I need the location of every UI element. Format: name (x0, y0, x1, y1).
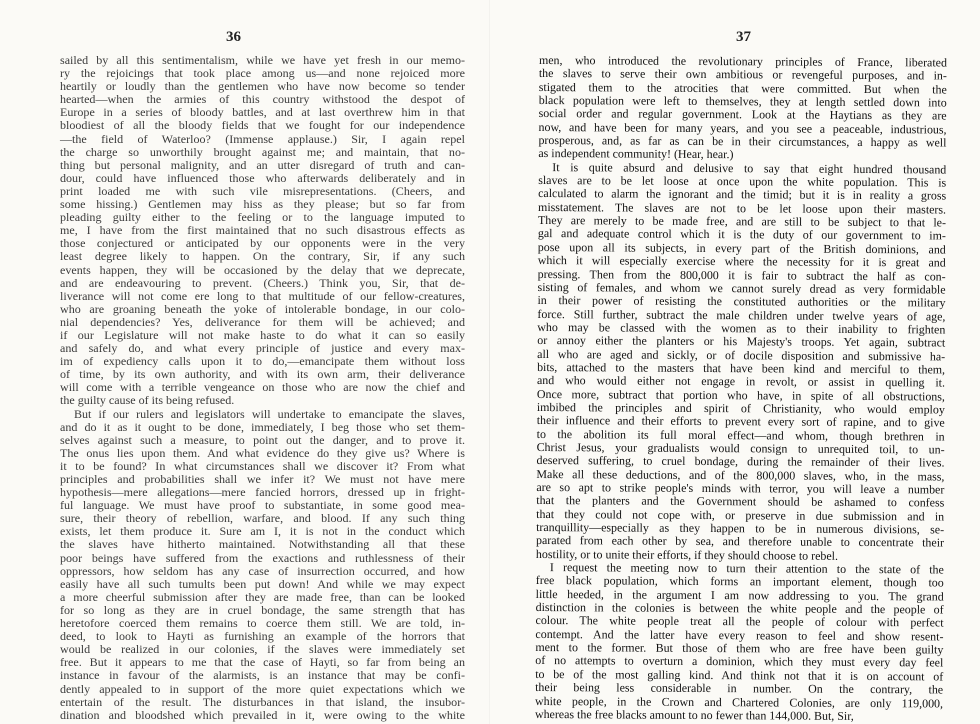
right-page (490, 0, 980, 724)
text-line: the slaves to serve their own ambitious or revengeful purposes, and in- (538, 66, 947, 83)
text-line: tranquillity—especially as they happen to be in numerous divisions, se- (536, 520, 945, 537)
text-line: those conjectured or anticipated by our opponents were in the very (60, 236, 465, 251)
text-line: ry the rejoicings that took place among us—and none rejoiced more (60, 66, 465, 81)
text-line: heartily or loudly than the gentlemen who have now become so tender (60, 79, 465, 94)
text-line: who may be classed with the women as to their inability to frighten (537, 319, 946, 337)
text-line: a more cheerful submission after they are made free, than can be looked (60, 589, 465, 604)
text-line: selves against such a measure, to point out the danger, and to prove it. (60, 432, 465, 447)
text-line: will come with a terrible vengeance on those who are now the chief and (60, 380, 465, 395)
text-line: pressing. Then from the 800,000 it is fair to subtract the half as con- (537, 266, 946, 283)
text-line: dently appealed to in support of the more quiet expectations which we (60, 681, 465, 696)
text-line: to the abolition its full moral effect—and whom, though brethren in (536, 426, 945, 444)
text-line: Make all these deductions, and of the 800,000 slaves, who, in the mass, (536, 466, 945, 484)
text-line: little heeded, in the argument I am now addressing to you. The grand (535, 586, 944, 604)
text-line: oppressors, how seldom has any case of insurrection occurred, and how (60, 563, 465, 578)
text-line: that they could not cope with, or preserve in due submission and in (536, 506, 945, 524)
text-line: and do it as it ought to be done, immediately, I beg those who set them- (60, 419, 465, 434)
text-line: im of expediency calls upon it to do,—emancipate them without loss (60, 354, 465, 369)
text-line: contempt. And the latter have every reason to feel and show resent- (535, 626, 944, 644)
text-line: to be of the most galling kind. And think not that it is on account of (535, 666, 944, 684)
text-line: in their power of resisting the constituted authorities or the military (537, 293, 946, 310)
text-line: which it will especially exercise where the necessity for it is great and (537, 253, 946, 270)
text-line: as independent community! (Hear, hear.) (538, 146, 734, 162)
text-line: principles and probabilities shall we infer it? We must not have mere (60, 472, 465, 486)
text-line: the slaves have hitherto maintained. Notwithstanding all that these (60, 537, 465, 552)
text-line: the guilty cause of its being refused. (60, 393, 235, 408)
text-line: Christ Jesus, your gradualists would consign to unrequited toil, to un- (536, 439, 945, 457)
text-line: hypothesis—mere allegations—mere fancied horrors, dressed up in fright- (60, 485, 465, 500)
text-line: entertain of the result. The disturbances in that island, the insubor- (60, 694, 465, 709)
text-line: sure, their theory of rebellion, warfare, and blood. If any such thing (60, 511, 465, 526)
text-line: liverance will not come ere long to that multitude of our fellow-creatures, (60, 288, 465, 303)
text-line: all who are aged and sickly, or of docile disposition and submissive ha- (537, 346, 946, 364)
text-line: parated from each other by sea, and therefore unable to concentrate their (535, 533, 945, 550)
text-line: easily have all such tumults been put down! And while we may expect (60, 576, 465, 591)
text-line: gal and adequate control which it is the duty of our government to im- (537, 226, 946, 243)
text-line: whereas the free blacks amount to no fewer than 144,000. But, Sir, (534, 706, 854, 723)
text-line: But if our rulers and legislators will undertake to emancipate the slaves, (74, 406, 465, 421)
text-line: imbibed the principles and spirit of Christianity, who would employ (536, 399, 945, 417)
page-number-right: 37 (736, 29, 751, 45)
text-line: deserved suffering, to cruel bondage, during the remainder of their lives. (536, 453, 945, 470)
text-line: free black population, which forms an important element, though too (535, 573, 944, 590)
text-line: free. But it appears to me that the case of Hayti, so far from being an (60, 655, 465, 670)
text-line: white people, in the Crown and Chartered Colonies, are only 119,000, (535, 693, 944, 710)
text-line: now, and have been for many years, and you see a peaceable, industrious, (538, 119, 947, 137)
text-line: least degree likely to happen. On the contrary, Sir, if any such (60, 249, 465, 264)
text-line: calculated to alarm the ignorant and the timid; but it is in reality a gross (538, 186, 947, 203)
text-line: are so apt to strike people's minds with terror, you will leave a number (536, 479, 945, 497)
text-line: and who would either not engage in revolt, or assist in quelling it. (536, 373, 946, 390)
text-line: who are groaning beneath the yoke of intolerable bondage, in our colo- (60, 301, 465, 316)
text-line: Once more, subtract that portion who have, in spite of all obstructions, (536, 386, 945, 404)
text-line: bloodiest of all the bloody fields that we fought for our independence (60, 118, 465, 133)
text-line: and are endeavouring to prevent. (Cheers.) Think you, Sir, that de- (60, 275, 465, 290)
text-line: their influence and their efforts to prevent every sort of rapine, and to give (536, 413, 945, 430)
text-line: dination and bloodshed which prevailed in it, were owing to the white (60, 707, 465, 722)
left-page-body (60, 54, 465, 722)
text-line: instance in favour of the alarmists, is an instance that may be confi- (60, 668, 465, 683)
text-line: men, who introduced the revolutionary principles of France, liberated (538, 53, 947, 70)
text-line: bits, attached to the masters that have been kind and merciful to them, (537, 359, 946, 377)
page-number-left: 36 (226, 29, 241, 45)
text-line: events happen, they will be occasioned by the delay that we deprecate, (60, 262, 465, 277)
text-line: dour, could have influenced those who afterwards deliberately and in (60, 170, 465, 185)
text-line: prosperous, and, as far as can be in their circumstances, a happy as well (538, 133, 947, 150)
text-line: stigated them to the atrocities that were committed. But when the (538, 79, 947, 97)
text-line: print loaded me with such vile misrepresentations. (Cheers, and (60, 183, 465, 198)
text-line: social order and regular government. Look at the Haytians as they are (538, 106, 947, 123)
text-line: the charge so unworthily brought against me; and maintain, that no- (60, 144, 465, 159)
text-line: slaves are to be let loose at once upon the white population. This is (538, 173, 947, 190)
text-line: pleading guilty either to the feeling or to the language imputed to (60, 210, 465, 225)
text-line: of no attempts to overturn a dominion, which they must every day feel (535, 653, 944, 670)
text-line: —the field of Waterloo? (Immense applause.) Sir, I again repel (60, 131, 465, 146)
text-line: The onus lies upon them. And what evidence do they give us? Where is (60, 445, 465, 460)
text-line: some hissing.) Gentlemen may hiss as they please; but so far from (60, 197, 465, 212)
text-line: and safely do, and what every principle of justice and every max- (60, 341, 465, 356)
text-line: black population were left to themselves, they at length settled down into (538, 93, 947, 110)
text-line: or annoy either the planters or his Majesty's troops. Yet again, subtract (537, 333, 946, 350)
text-line: pose upon all its subjects, in every part of the British dominions, and (537, 239, 946, 257)
text-line: Europe in a series of bloody battles, and at last overthrew him in that (60, 105, 465, 120)
text-line: I request the meeting now to turn their attention to the state of the (549, 560, 944, 577)
text-line: their being less considerable in number. On the contrary, the (535, 680, 944, 697)
text-line: ment to the former. But those of them who are free have been guilty (535, 640, 944, 657)
text-line: thing but personal malignity, and an utter disregard of truth and can- (60, 157, 465, 172)
text-line: that the planters and the Government should be ashamed to confess (536, 493, 945, 510)
text-line: ful language. We must have proof to substantiate, in some good mea- (60, 498, 465, 513)
text-line: sailed by all this sentimentalism, while we have yet fresh in our memo- (60, 53, 465, 67)
text-line: poor beings have suffered from the exactions and ruthlessness of their (60, 550, 465, 565)
text-line: They are merely to be made free, and are still to be subject to that le- (537, 213, 947, 230)
text-line: sisting of females, and whom we cannot surely dread as very formidable (537, 279, 946, 297)
text-line: It is quite absurd and delusive to say that eight hundred thousand (552, 159, 947, 177)
text-line: hearted—when the armies of this country withstood the despot of (60, 92, 465, 107)
text-line: deed, to look to Hayti as furnishing an example of the horrors that (60, 629, 465, 644)
text-line: nial dependencies? Yes, deliverance for them will be achieved; and (60, 314, 465, 329)
text-line: if our Legislature will not make haste to do what it can so easily (60, 327, 465, 342)
text-line: of time, by its own authority, and with its own arm, their deliverance (60, 367, 465, 382)
text-line: misstatement. The slaves are not to be let loose upon their masters. (538, 199, 947, 217)
text-line: heretofore coerced them remains to coerce them still. We are told, in- (60, 616, 465, 631)
text-line: me, I have from the first maintained that no such disastrous effects as (60, 223, 465, 238)
text-line: force. Still further, subtract the male children under twelve years of age, (537, 306, 946, 324)
text-line: colour. The white people treat all the people of colour with perfect (535, 613, 944, 630)
text-line: hostility, or to unite their efforts, if they should choose to rebel. (535, 546, 839, 563)
text-line: for so long as they are in cruel bondage, the same strength that has (60, 602, 465, 617)
right-page-body (535, 54, 947, 724)
text-line: exists, let them produce it. Sure am I, it is not in the conduct which (60, 524, 465, 539)
text-line: it to be found? In what circumstances shall we discover it? From what (60, 458, 465, 473)
text-line: would be realized in our colonies, if the slaves were immediately set (60, 642, 465, 657)
text-line: distinction in the colonies is between the white people and the people of (535, 600, 944, 617)
